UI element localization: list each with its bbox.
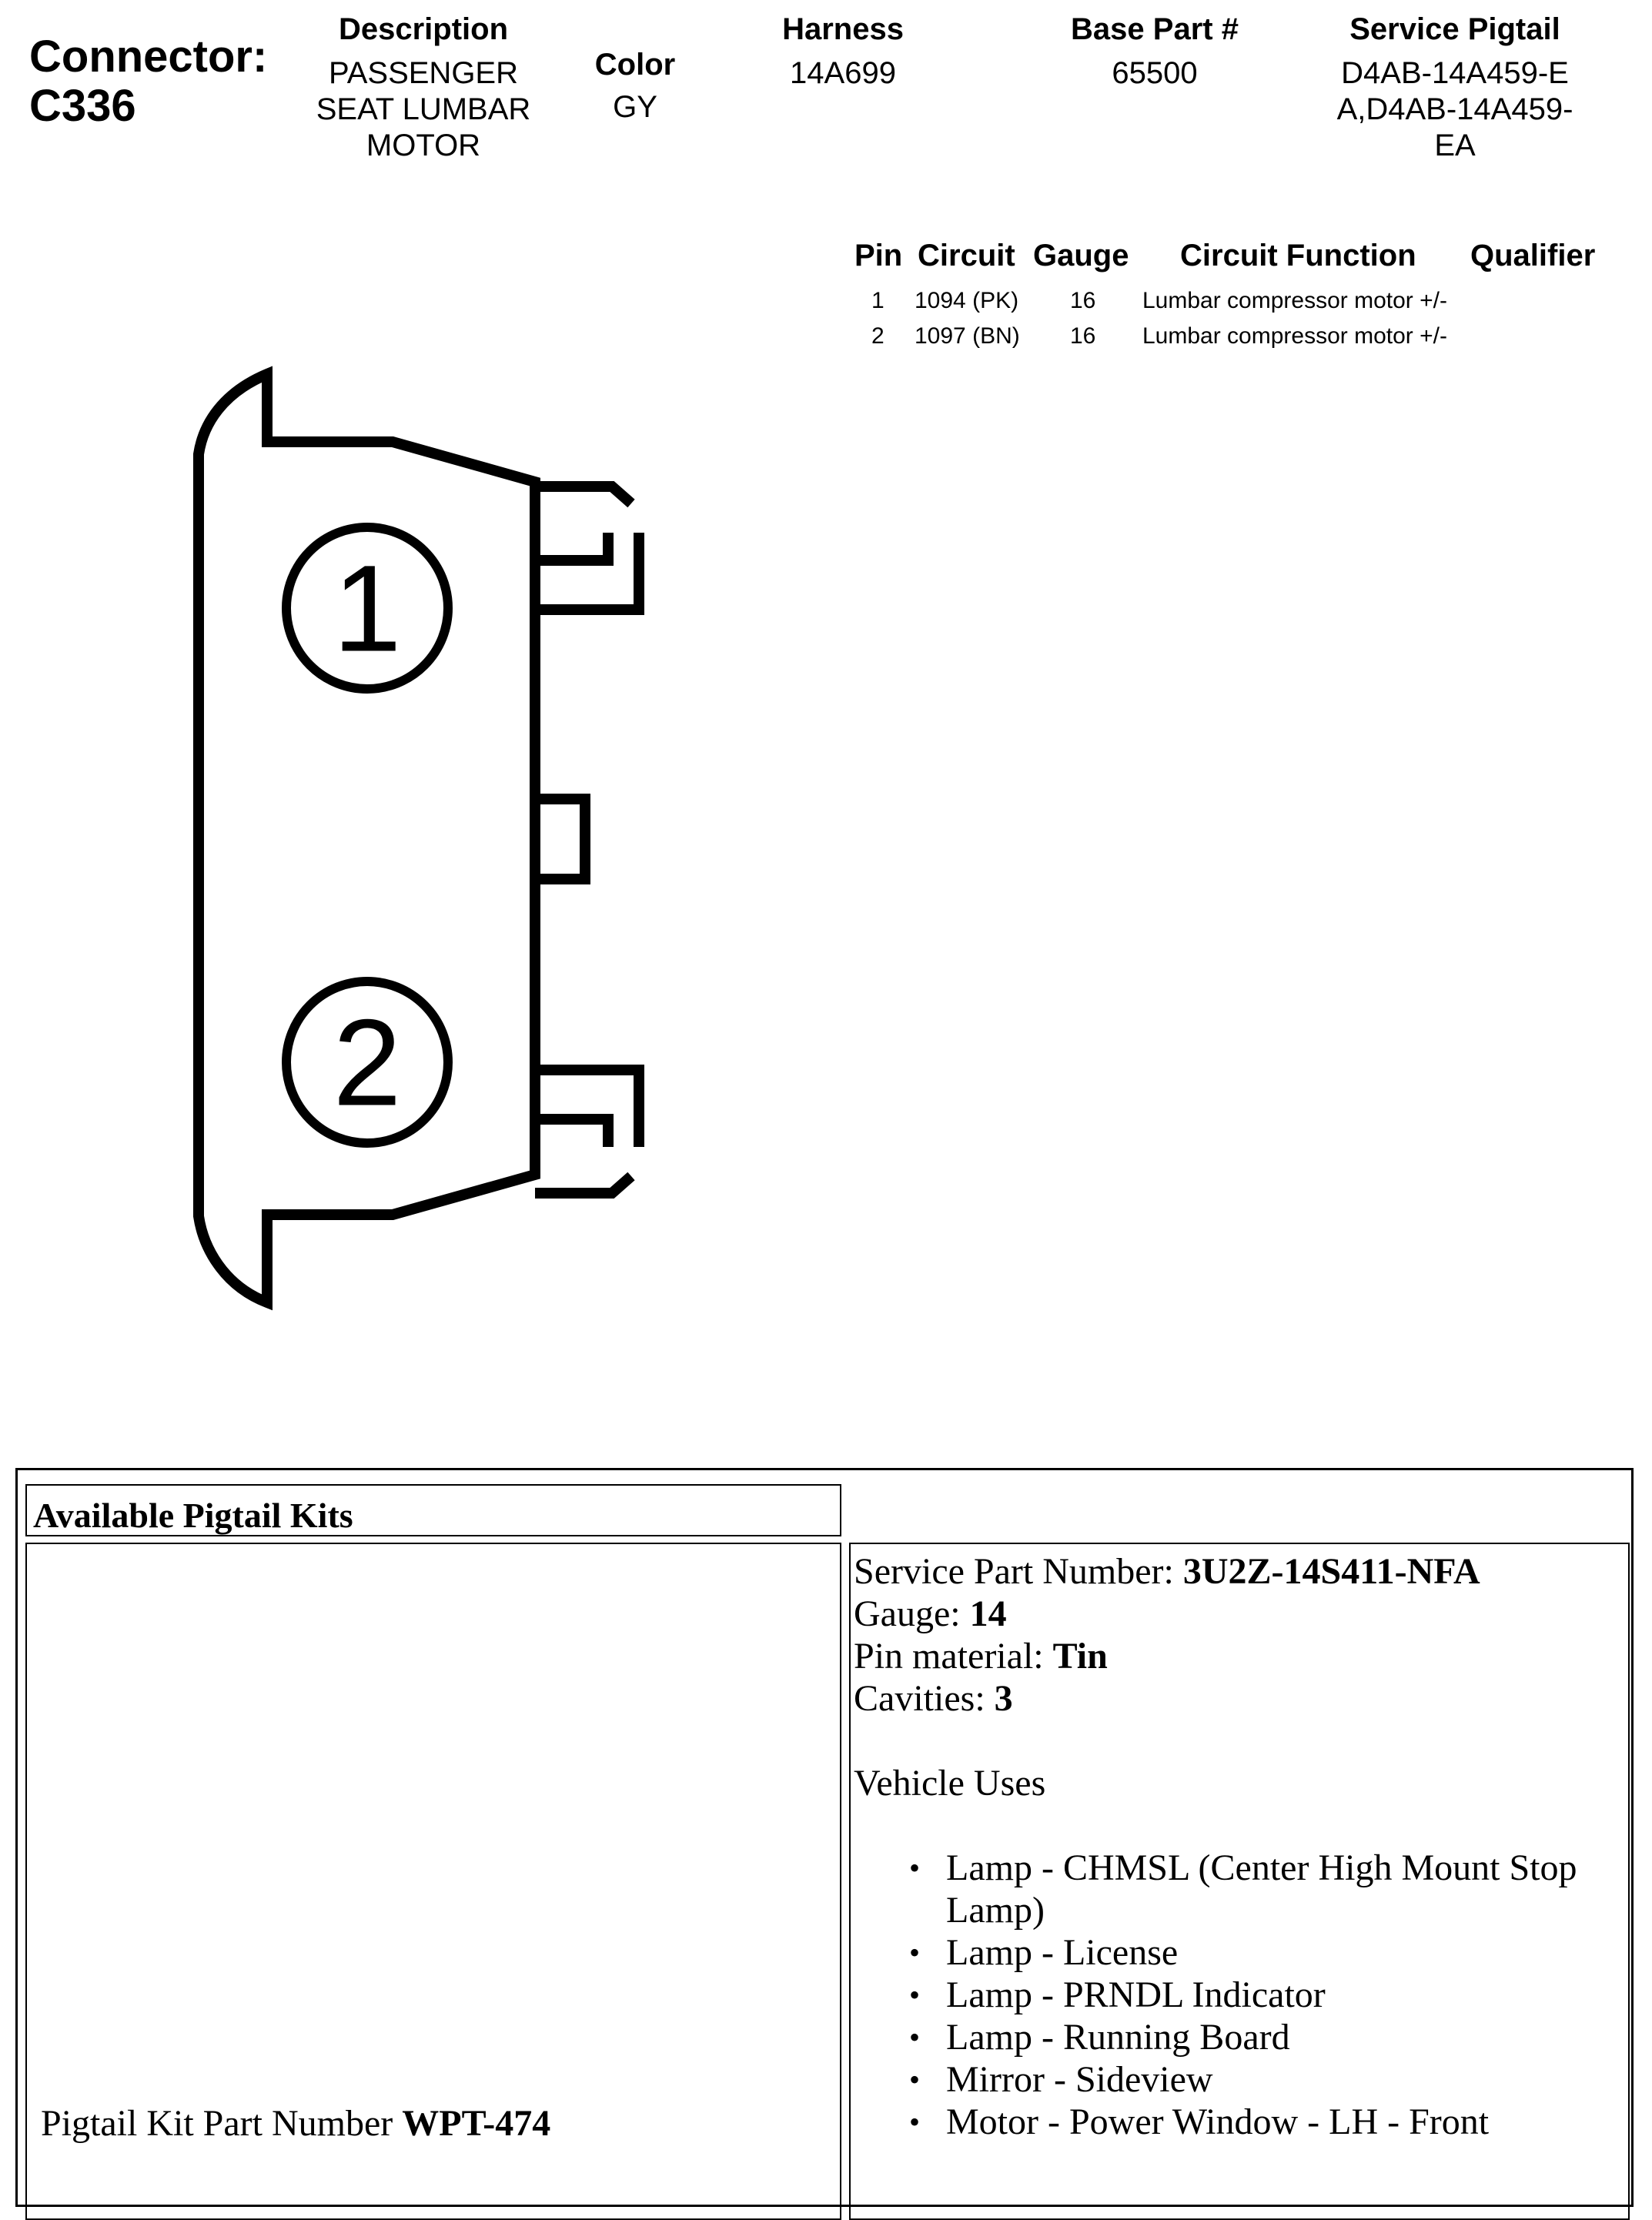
description-column bbox=[300, 12, 547, 164]
row-circuit-function: Lumbar compressor motor +/- bbox=[1142, 288, 1447, 313]
list-item: • Motor - Power Window - LH - Front bbox=[854, 2101, 1628, 2143]
kit-part-number: WPT-474 bbox=[402, 2103, 551, 2144]
pin-material-value: Tin bbox=[1052, 1636, 1108, 1677]
connector-id: C336 bbox=[29, 81, 136, 131]
gauge-label: Gauge: bbox=[854, 1593, 970, 1634]
list-item: • Mirror - Sideview bbox=[854, 2058, 1628, 2101]
row-pin: 1 bbox=[871, 288, 885, 313]
gauge-header: Gauge bbox=[1033, 239, 1129, 272]
pin-header: Pin bbox=[854, 239, 903, 272]
service-info bbox=[851, 1544, 1628, 2143]
kit-part-number-line bbox=[41, 2102, 550, 2145]
row-circuit: 1094 (PK) bbox=[915, 288, 1019, 313]
connector-outline bbox=[199, 374, 535, 1302]
list-item: • Lamp - CHMSL (Center High Mount Stop Lamp) bbox=[854, 1847, 1628, 1931]
row-circuit: 1097 (BN) bbox=[915, 323, 1020, 349]
service-part-number-label: Service Part Number: bbox=[854, 1551, 1183, 1592]
service-part-number: 3U2Z-14S411-NFA bbox=[1182, 1551, 1480, 1592]
kit-image-cell bbox=[25, 1543, 841, 2220]
circuit-function-header: Circuit Function bbox=[1180, 239, 1416, 272]
base-part-label: Base Part # bbox=[1071, 12, 1239, 46]
base-part-column bbox=[1024, 12, 1286, 92]
base-part-value: 65500 bbox=[1112, 56, 1198, 90]
pigtail-heading-cell bbox=[25, 1484, 841, 1536]
service-pigtail-value: D4AB-14A459-EA,D4AB-14A459-EA bbox=[1336, 56, 1573, 162]
cavities-value: 3 bbox=[994, 1678, 1013, 1719]
connector-label: Connector: bbox=[29, 32, 268, 82]
service-pigtail-column bbox=[1309, 12, 1601, 164]
list-item: • Lamp - License bbox=[854, 1931, 1628, 1974]
middle-tab bbox=[535, 799, 585, 879]
connector-title bbox=[29, 32, 267, 131]
harness-label: Harness bbox=[782, 12, 904, 46]
list-item: • Lamp - PRNDL Indicator bbox=[854, 1974, 1628, 2016]
pigtail-kits-table bbox=[15, 1468, 1634, 2207]
gauge-value: 14 bbox=[969, 1593, 1007, 1634]
list-item: • Lamp - Running Board bbox=[854, 2016, 1628, 2058]
qualifier-header: Qualifier bbox=[1470, 239, 1596, 272]
cavities-line bbox=[854, 1677, 1628, 1720]
row-circuit-function: Lumbar compressor motor +/- bbox=[1142, 323, 1447, 349]
pin-2-label: 2 bbox=[333, 993, 402, 1132]
top-latch bbox=[535, 486, 639, 610]
service-pigtail-label: Service Pigtail bbox=[1349, 12, 1560, 46]
row-pin: 2 bbox=[871, 323, 885, 349]
harness-value: 14A699 bbox=[790, 56, 896, 90]
vehicle-uses-list bbox=[854, 1847, 1628, 2143]
vehicle-uses-heading: Vehicle Uses bbox=[854, 1763, 1046, 1804]
bottom-latch bbox=[535, 1070, 639, 1193]
row-gauge: 16 bbox=[1070, 323, 1096, 349]
circuit-header: Circuit bbox=[918, 239, 1015, 272]
service-info-cell bbox=[849, 1543, 1630, 2220]
description-value: PASSENGER SEAT LUMBAR MOTOR bbox=[316, 56, 531, 162]
connector-diagram bbox=[185, 362, 662, 1316]
kit-part-number-label: Pigtail Kit Part Number bbox=[41, 2103, 403, 2144]
service-part-number-line bbox=[854, 1550, 1628, 1593]
pin-1-label: 1 bbox=[333, 539, 402, 677]
pin-material-label: Pin material: bbox=[854, 1636, 1053, 1677]
harness-column bbox=[731, 12, 955, 92]
description-label: Description bbox=[338, 12, 509, 46]
color-label: Color bbox=[594, 48, 676, 82]
cavities-label: Cavities: bbox=[854, 1678, 995, 1719]
color-value: GY bbox=[613, 90, 657, 124]
color-column bbox=[570, 48, 701, 125]
pin-material-line bbox=[854, 1635, 1628, 1677]
row-gauge: 16 bbox=[1070, 288, 1096, 313]
pigtail-heading: Available Pigtail Kits bbox=[33, 1496, 353, 1535]
gauge-line bbox=[854, 1593, 1628, 1635]
